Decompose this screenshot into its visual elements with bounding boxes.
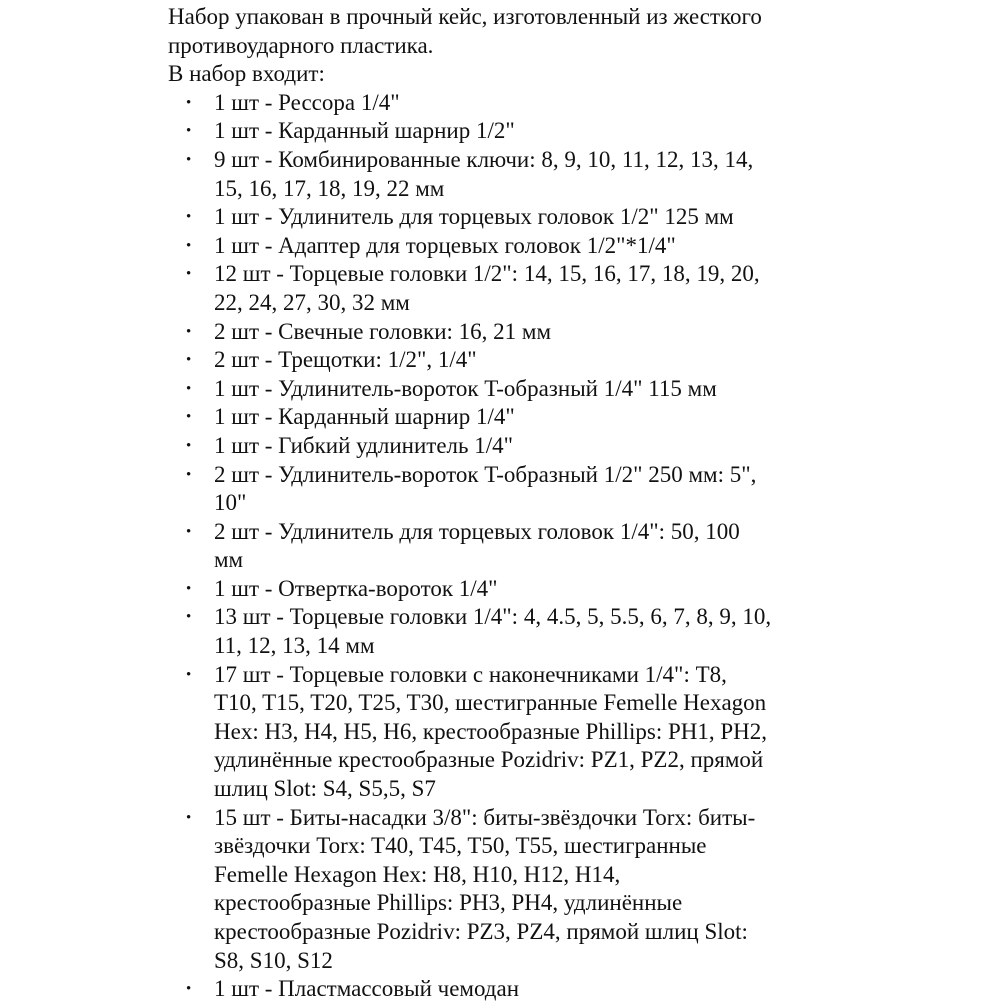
- list-item-text-line: 11, 12, 13, 14 мм: [214, 633, 375, 659]
- list-item-text-line: 13 шт - Торцевые головки 1/4": 4, 4.5, 5, 5.5, 6, 7, 8, 9, 10,: [214, 604, 772, 630]
- list-item-text-line: 2 шт - Свечные головки: 16, 21 мм: [214, 318, 552, 344]
- list-item-text-line: 2 шт - Удлинитель для торцевых головок 1/4": 50, 100: [214, 518, 740, 544]
- list-item-text-line: 1 шт - Пластмассовый чемодан: [214, 976, 520, 1002]
- list-item: [168, 375, 824, 404]
- list-item-text-line: 15 шт - Биты-насадки 3/8": биты-звёздочки Torx: биты-: [214, 804, 756, 830]
- kit-contents-list: [168, 89, 868, 1004]
- list-item-text-line: 1 шт - Гибкий удлинитель 1/4": [214, 432, 514, 458]
- list-item-text-line: 1 шт - Рессора 1/4": [214, 89, 400, 115]
- list-item-text-line: удлинённые крестообразные Pozidriv: PZ1, PZ2, прямой: [214, 747, 764, 773]
- list-item-text-line: шлиц Slot: S4, S5,5, S7: [214, 776, 436, 802]
- bullet-icon: •: [186, 352, 192, 369]
- list-item: [168, 146, 824, 203]
- list-item: [168, 661, 824, 804]
- bullet-icon: •: [186, 609, 192, 626]
- bullet-icon: •: [186, 266, 192, 283]
- list-item-text-line: 2 шт - Удлинитель-вороток T-образный 1/2" 250 мм: 5",: [214, 461, 757, 487]
- bullet-icon: •: [186, 209, 192, 226]
- list-item-text-line: T10, T15, T20, T25, T30, шестигранные Femelle Hexagon: [214, 690, 767, 716]
- bullet-icon: •: [186, 237, 192, 254]
- document-body: [168, 3, 868, 1004]
- intro-line-3: В набор входит:: [168, 61, 325, 87]
- bullet-icon: •: [186, 323, 192, 340]
- list-item: [168, 518, 824, 575]
- list-item-text-line: 22, 24, 27, 30, 32 мм: [214, 289, 410, 315]
- bullet-icon: •: [186, 523, 192, 540]
- bullet-icon: •: [186, 466, 192, 483]
- bullet-icon: •: [186, 94, 192, 111]
- list-item: [168, 975, 824, 1004]
- list-item: [168, 804, 824, 976]
- list-item-text-line: S8, S10, S12: [214, 947, 333, 973]
- list-item-text-line: 1 шт - Отвертка-вороток 1/4": [214, 575, 498, 601]
- list-item-text-line: крестообразные Pozidriv: PZ3, PZ4, прямой шлиц Slot:: [214, 919, 748, 944]
- list-item-text-line: 2 шт - Трещотки: 1/2", 1/4": [214, 347, 477, 373]
- list-item: [168, 232, 824, 261]
- intro-line-2: противоударного пластика.: [168, 32, 434, 58]
- list-item: [168, 346, 824, 375]
- list-item-text-line: 1 шт - Удлинитель-вороток T-образный 1/4" 115 мм: [214, 375, 717, 401]
- list-item-text-line: 9 шт - Комбинированные ключи: 8, 9, 10, 11, 12, 13, 14,: [214, 146, 754, 172]
- list-item-text-line: 17 шт - Торцевые головки с наконечниками 1/4": T8,: [214, 661, 727, 687]
- list-item: [168, 432, 824, 461]
- bullet-icon: •: [186, 437, 192, 454]
- bullet-icon: •: [186, 123, 192, 140]
- list-item-text-line: 1 шт - Удлинитель для торцевых головок 1/2" 125 мм: [214, 204, 734, 230]
- list-item-text-line: 1 шт - Карданный шарнир 1/4": [214, 404, 515, 430]
- list-item-text-line: 15, 16, 17, 18, 19, 22 мм: [214, 175, 445, 201]
- list-item-text-line: мм: [214, 547, 244, 573]
- list-item-text-line: Femelle Hexagon Hex: H8, H10, H12, H14,: [214, 861, 621, 887]
- bullet-icon: •: [186, 809, 192, 826]
- list-item: [168, 575, 824, 604]
- list-item: [168, 89, 824, 118]
- list-item-text-line: Hex: H3, H4, H5, H6, крестообразные Phillips: PH1, PH2,: [214, 718, 768, 744]
- list-item: [168, 461, 824, 518]
- bullet-icon: •: [186, 981, 192, 998]
- bullet-icon: •: [186, 409, 192, 426]
- list-item-text-line: 1 шт - Карданный шарнир 1/2": [214, 118, 515, 144]
- list-item-text-line: звёздочки Torx: T40, T45, T50, T55, шестигранные: [214, 833, 707, 859]
- list-item: [168, 117, 824, 146]
- bullet-icon: •: [186, 666, 192, 683]
- list-item: [168, 318, 824, 347]
- list-item: [168, 403, 824, 432]
- bullet-icon: •: [186, 580, 192, 597]
- list-item-text-line: крестообразные Phillips: PH3, PH4, удлинённые: [214, 890, 683, 916]
- list-item: [168, 603, 824, 660]
- intro-paragraph: [168, 3, 868, 89]
- list-item-text-line: 1 шт - Адаптер для торцевых головок 1/2"*1/4": [214, 232, 676, 258]
- intro-line-1: Набор упакован в прочный кейс, изготовленный из жесткого: [168, 4, 762, 29]
- list-item-text-line: 10": [214, 490, 247, 516]
- list-item: [168, 260, 824, 317]
- bullet-icon: •: [186, 380, 192, 397]
- list-item-text-line: 12 шт - Торцевые головки 1/2": 14, 15, 16, 17, 18, 19, 20,: [214, 261, 760, 287]
- bullet-icon: •: [186, 151, 192, 168]
- list-item: [168, 203, 824, 232]
